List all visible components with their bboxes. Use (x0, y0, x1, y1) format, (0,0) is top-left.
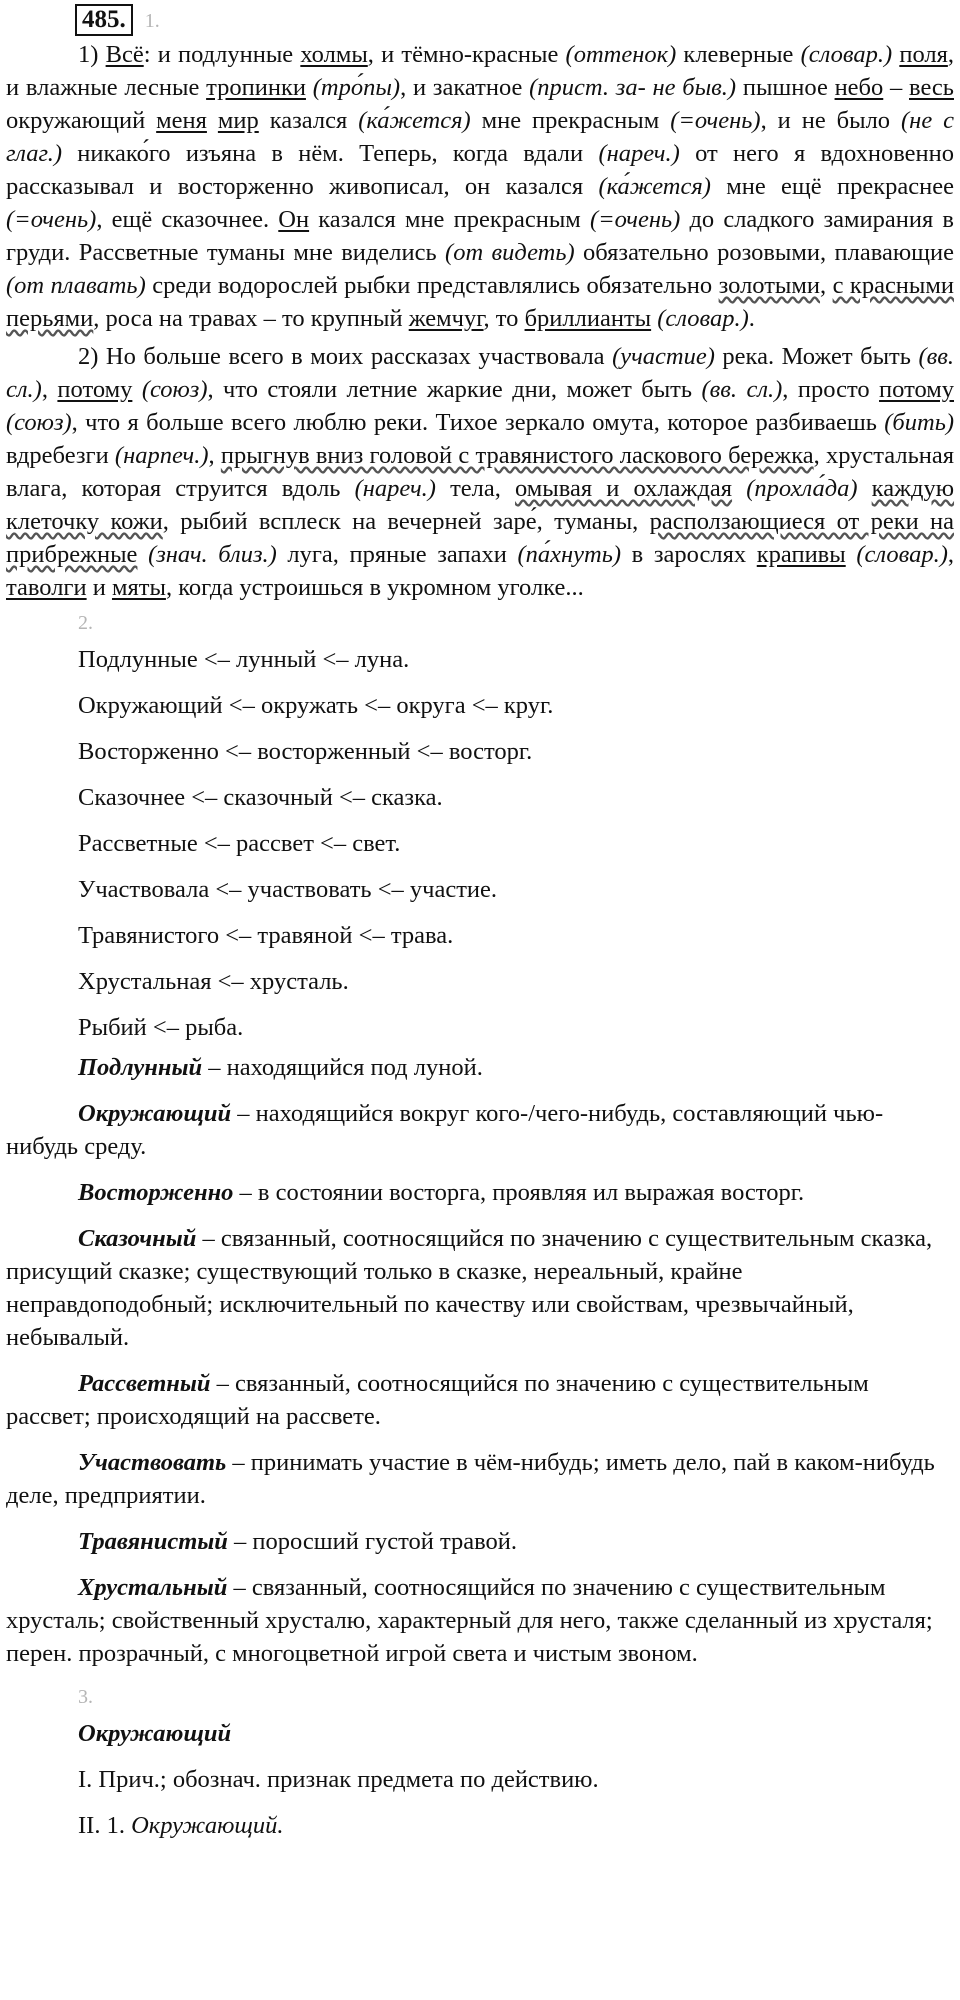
exercise-header (75, 2, 954, 38)
definition-term: Травянистый (78, 1528, 228, 1555)
morphology-line-2-word: Окружающий. (131, 1812, 284, 1839)
morphology-line-2-prefix: II. 1. (78, 1812, 132, 1839)
definition-term: Окружающий (78, 1100, 232, 1127)
definition-text: – принимать участие в чём-нибудь; иметь дело, пай в каком-нибудь деле, предприятии. (6, 1449, 935, 1509)
definition-term: Хрустальный (78, 1574, 228, 1601)
section-2-mark: 2. (78, 612, 93, 634)
morphology-line-2 (6, 1803, 954, 1849)
morphology-title: Окружающий (78, 1720, 232, 1747)
definition-entry (6, 1446, 954, 1512)
definition-text: – связанный, соотносящийся по значению с существительным хрусталь; свойственный хрусталю, характерный для него, также сделанный из хрусталя; перен. прозрачный, с многоцветной игрой света и чистым звоном. (6, 1574, 933, 1667)
morphology-line-1: I. Прич.; обознач. признак предмета по действию. (78, 1766, 599, 1793)
exercise-number: 485. (75, 4, 133, 36)
definition-text: – поросший густой травой. (227, 1528, 518, 1555)
definition-term: Восторженно (78, 1179, 234, 1206)
definition-text: – связанный, соотносящийся по значению с существительным рассвет; происходящий на рассвете. (6, 1370, 869, 1430)
derivation-line: Рыбий <– рыба. (78, 1014, 244, 1041)
paragraph-1: 1) Всё: и подлунные холмы, и тёмно-красные (оттенок) клеверные (словар.) поля, и влажные лесные тропинки (тро́пы), и закатное (прист. за- не быв.) пышное небо – весь окружающий меня мир казался (ка́жется) мне прекрасным (=очень), и не было (не с глаг.) никако́го изъяна в нём. Теперь, когда вдали (нареч.) от него я вдохновенно рассказывал и восторженно живописал, он казался (ка́жется) мне ещё прекраснее (=очень), ещё сказочнее. Он казался мне прекрасным (=очень) до сладкого замирания в груди. Рассветные туманы мне виделись (от видеть) обязательно розовыми, плавающие (от плавать) среди водорослей рыбки представлялись обязательно золотыми, с красными перьями, роса на травах – то крупный жемчуг, то бриллианты (словар.). (6, 41, 955, 332)
definition-list (6, 1051, 954, 1670)
section-3-mark: 3. (78, 1686, 93, 1708)
definition-entry (6, 1097, 954, 1163)
derivation-line: Подлунные <– лунный <– луна. (78, 646, 410, 673)
definition-entry (6, 1367, 954, 1433)
definition-term: Подлунный (78, 1054, 203, 1081)
paragraph-2: 2) Но больше всего в моих рассказах участвовала (участие) река. Может быть (вв. сл.), потому (союз), что стояли летние жаркие дни, может быть (вв. сл.), просто потому (союз), что я больше всего люблю реки. Тихое зеркало омута, которое разбиваешь (бить) вдребезги (нарпеч.), прыгнув вниз головой с травянистого ласкового бережка, хрустальная влага, которая струится вдоль (нареч.) тела, омывая и охлаждая (прохла́да) каждую клеточку кожи, рыбий всплеск на вечерней заре́, туманы, расползающиеся от реки на прибрежные (знач. близ.) луга, пряные запахи (па́хнуть) в зарослях крапивы (словар.), таволги и мяты, когда устроишься в укромном уголке... (6, 343, 955, 601)
derivation-line: Участвовала <– участвовать <– участие. (78, 876, 498, 903)
definition-entry (6, 1571, 954, 1670)
definition-text: – находящийся под луной. (202, 1054, 483, 1081)
derivation-line: Восторженно <– восторженный <– восторг. (78, 738, 533, 765)
definition-text: – связанный, соотносящийся по значению с существительным сказка, присущий сказке; существующий только в сказке, нереальный, крайне неправдоподобный; исключительный по качеству или свойствам, чрезвычайный, небывалый. (6, 1225, 933, 1351)
definition-term: Участвовать (78, 1449, 227, 1476)
definition-text: – в состоянии восторга, проявляя ил выражая восторг. (233, 1179, 805, 1206)
definition-term: Сказочный (78, 1225, 197, 1252)
derivation-list (6, 637, 954, 1051)
definition-text: – находящийся вокруг кого-/чего-нибудь, составляющий чью-нибудь среду. (6, 1100, 884, 1160)
derivation-line: Хрустальная <– хрусталь. (78, 968, 349, 995)
definition-entry (6, 1051, 954, 1084)
definition-entry (6, 1176, 954, 1209)
definition-term: Рассветный (78, 1370, 211, 1397)
derivation-line: Травянистого <– травяной <– трава. (78, 922, 454, 949)
section-1-mark: 1. (144, 10, 160, 32)
derivation-line: Окружающий <– окружать <– округа <– круг. (78, 692, 554, 719)
derivation-line: Сказочнее <– сказочный <– сказка. (78, 784, 443, 811)
definition-entry (6, 1222, 954, 1354)
derivation-line: Рассветные <– рассвет <– свет. (78, 830, 401, 857)
definition-entry (6, 1525, 954, 1558)
